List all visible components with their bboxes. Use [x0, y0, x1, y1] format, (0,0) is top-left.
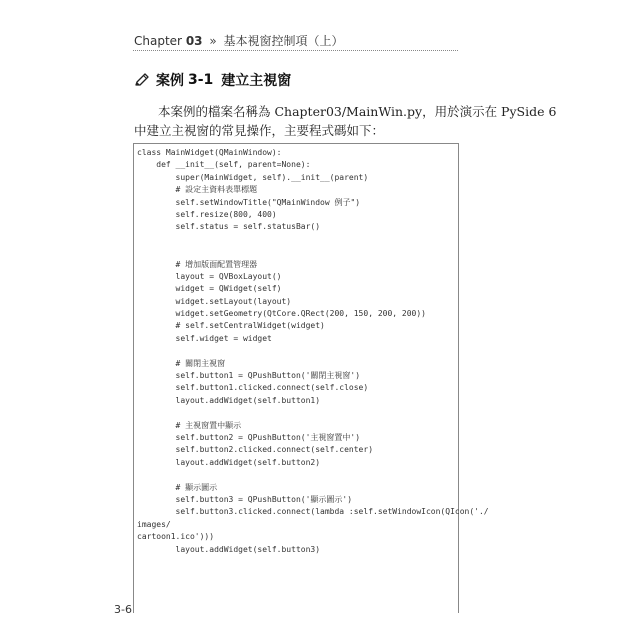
intro-paragraph — [134, 102, 557, 140]
code-line — [137, 234, 455, 246]
code-line: self.button2 = QPushButton('主視窗置中') — [137, 432, 361, 442]
code-line: # 關閉主視窗 — [137, 358, 226, 368]
section-title: 建立主視窗 — [221, 73, 292, 89]
code-line: self.resize(800, 400) — [137, 209, 277, 219]
running-header — [134, 32, 344, 49]
code-line: def __init__(self, parent=None): — [137, 160, 311, 170]
chapter-number: 03 — [185, 34, 203, 48]
code-listing — [137, 147, 489, 556]
code-line: layout = QVBoxLayout() — [137, 271, 282, 281]
code-line: images/ — [137, 519, 171, 529]
code-line: self.button1 = QPushButton('關閉主視窗') — [137, 371, 361, 381]
code-line: class MainWidget(QMainWindow): — [137, 148, 282, 157]
code-line: # 顯示圖示 — [137, 482, 218, 492]
code-line: widget.setGeometry(QtCore.QRect(200, 150, 200, 200)) — [137, 309, 426, 319]
page-number: 3-6 — [114, 603, 132, 616]
section-label: 案例 — [156, 73, 184, 89]
code-line — [137, 345, 455, 357]
section-number: 3-1 — [188, 72, 214, 88]
code-line: # self.setCentralWidget(widget) — [137, 321, 325, 331]
section-heading — [134, 70, 291, 90]
code-line — [137, 469, 455, 481]
code-line: # 增加版面配置管理器 — [137, 259, 258, 269]
pencil-icon — [134, 72, 150, 88]
code-line: super(MainWidget, self).__init__(parent) — [137, 172, 369, 182]
code-line: self.button2.clicked.connect(self.center) — [137, 445, 374, 455]
code-line: layout.addWidget(self.button3) — [137, 544, 321, 554]
chapter-title: 基本視窗控制項（上） — [223, 34, 344, 48]
code-line: self.widget = widget — [137, 333, 272, 343]
code-line — [137, 246, 455, 258]
code-line: widget = QWidget(self) — [137, 284, 282, 294]
code-line: self.button3.clicked.connect(lambda :self.setWindowIcon(QIcon('./ — [137, 507, 489, 517]
code-line: # 主視窗置中顯示 — [137, 420, 242, 430]
code-line: # 設定主資料表單標題 — [137, 185, 258, 195]
chapter-word: Chapter — [134, 34, 182, 48]
intro-line-2: 中建立主視窗的常見操作，主要程式碼如下： — [134, 123, 385, 138]
header-divider — [133, 50, 458, 51]
code-line — [137, 407, 455, 419]
code-line: self.button1.clicked.connect(self.close) — [137, 383, 369, 393]
code-line: self.button3 = QPushButton('顯示圖示') — [137, 494, 353, 504]
intro-line-1: 本案例的檔案名稱為 Chapter03/MainWin.py，用於演示在 PySide 6 — [158, 104, 557, 119]
chevron-separator-icon: » — [209, 34, 217, 48]
code-line: layout.addWidget(self.button1) — [137, 395, 321, 405]
code-line: self.status = self.statusBar() — [137, 222, 321, 232]
code-line: cartoon1.ico'))) — [137, 532, 215, 542]
code-line: widget.setLayout(layout) — [137, 296, 292, 306]
code-line: self.setWindowTitle("QMainWindow 例子") — [137, 197, 361, 207]
code-line: layout.addWidget(self.button2) — [137, 457, 321, 467]
